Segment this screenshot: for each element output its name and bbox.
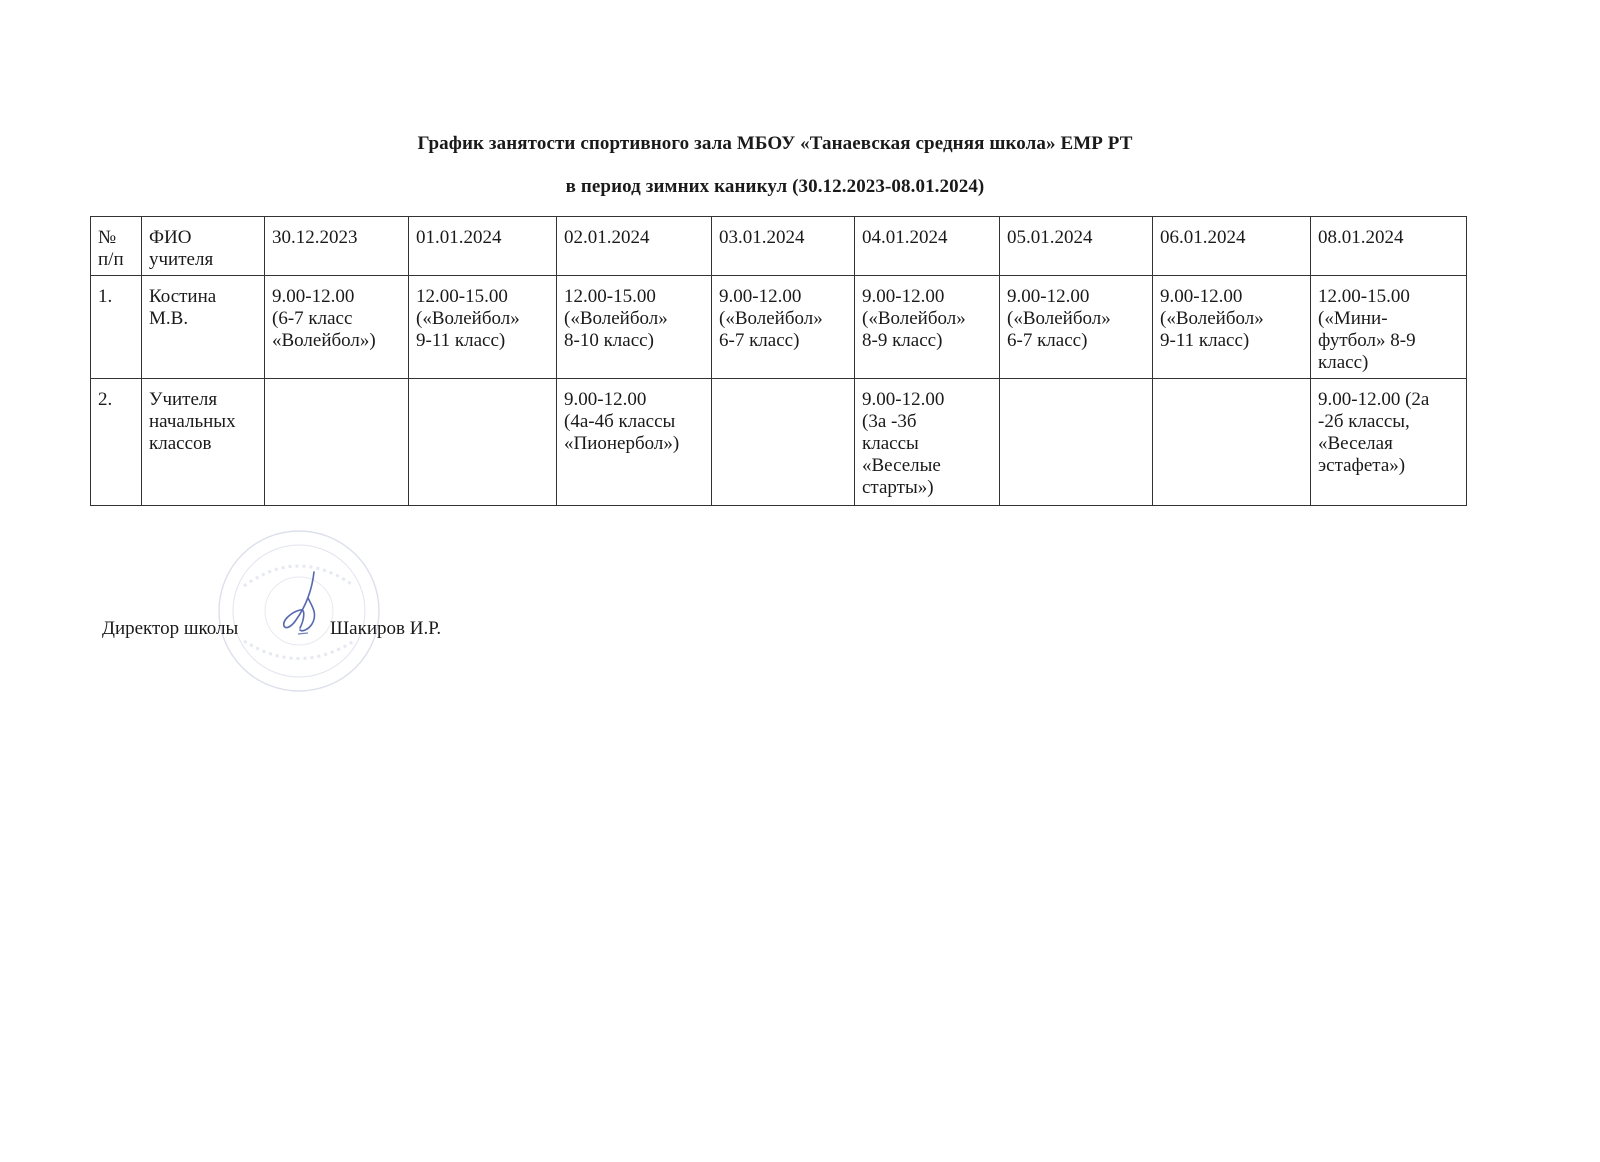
table-cell: 9.00-12.00 (3а -3б классы «Веселые старты»)	[855, 379, 1000, 506]
table-header-row	[91, 217, 1467, 276]
header-date: 01.01.2024	[409, 217, 557, 276]
header-date: 30.12.2023	[265, 217, 409, 276]
table-cell: 9.00-12.00 («Волейбол» 8-9 класс)	[855, 276, 1000, 379]
schedule-table	[90, 216, 1467, 506]
header-date: 02.01.2024	[557, 217, 712, 276]
table-cell	[409, 379, 557, 506]
header-date: 05.01.2024	[1000, 217, 1153, 276]
table-cell: 12.00-15.00 («Волейбол» 9-11 класс)	[409, 276, 557, 379]
header-date: 08.01.2024	[1311, 217, 1467, 276]
document-title-line-2: в период зимних каникул (30.12.2023-08.01.2024)	[565, 176, 985, 197]
table-cell	[265, 379, 409, 506]
header-date: 04.01.2024	[855, 217, 1000, 276]
table-cell: 12.00-15.00 («Мини- футбол» 8-9 класс)	[1311, 276, 1467, 379]
table-cell: 9.00-12.00 (6-7 класс «Волейбол»)	[265, 276, 409, 379]
header-number: № п/п	[91, 217, 142, 276]
header-date: 03.01.2024	[712, 217, 855, 276]
table-row	[91, 276, 1467, 379]
table-cell: 2.	[91, 379, 142, 506]
signature-block	[102, 618, 702, 658]
table-cell	[1153, 379, 1311, 506]
table-cell	[712, 379, 855, 506]
table-cell: 9.00-12.00 (2а -2б классы, «Веселая эстафета»)	[1311, 379, 1467, 506]
document-title-line-1: График занятости спортивного зала МБОУ «Танаевская средняя школа» ЕМР РТ	[417, 133, 1133, 154]
table-cell: 9.00-12.00 («Волейбол» 9-11 класс)	[1153, 276, 1311, 379]
signatory-role: Директор школы	[102, 618, 239, 639]
table-row	[91, 379, 1467, 506]
header-teacher: ФИО учителя	[142, 217, 265, 276]
table-cell: Костина М.В.	[142, 276, 265, 379]
header-date: 06.01.2024	[1153, 217, 1311, 276]
table-cell: Учителя начальных классов	[142, 379, 265, 506]
table-cell: 9.00-12.00 («Волейбол» 6-7 класс)	[1000, 276, 1153, 379]
table-cell: 9.00-12.00 («Волейбол» 6-7 класс)	[712, 276, 855, 379]
table-cell	[1000, 379, 1153, 506]
table-cell: 9.00-12.00 (4а-4б классы «Пионербол»)	[557, 379, 712, 506]
signatory-name: Шакиров И.Р.	[330, 618, 442, 639]
table-cell: 1.	[91, 276, 142, 379]
table-cell: 12.00-15.00 («Волейбол» 8-10 класс)	[557, 276, 712, 379]
